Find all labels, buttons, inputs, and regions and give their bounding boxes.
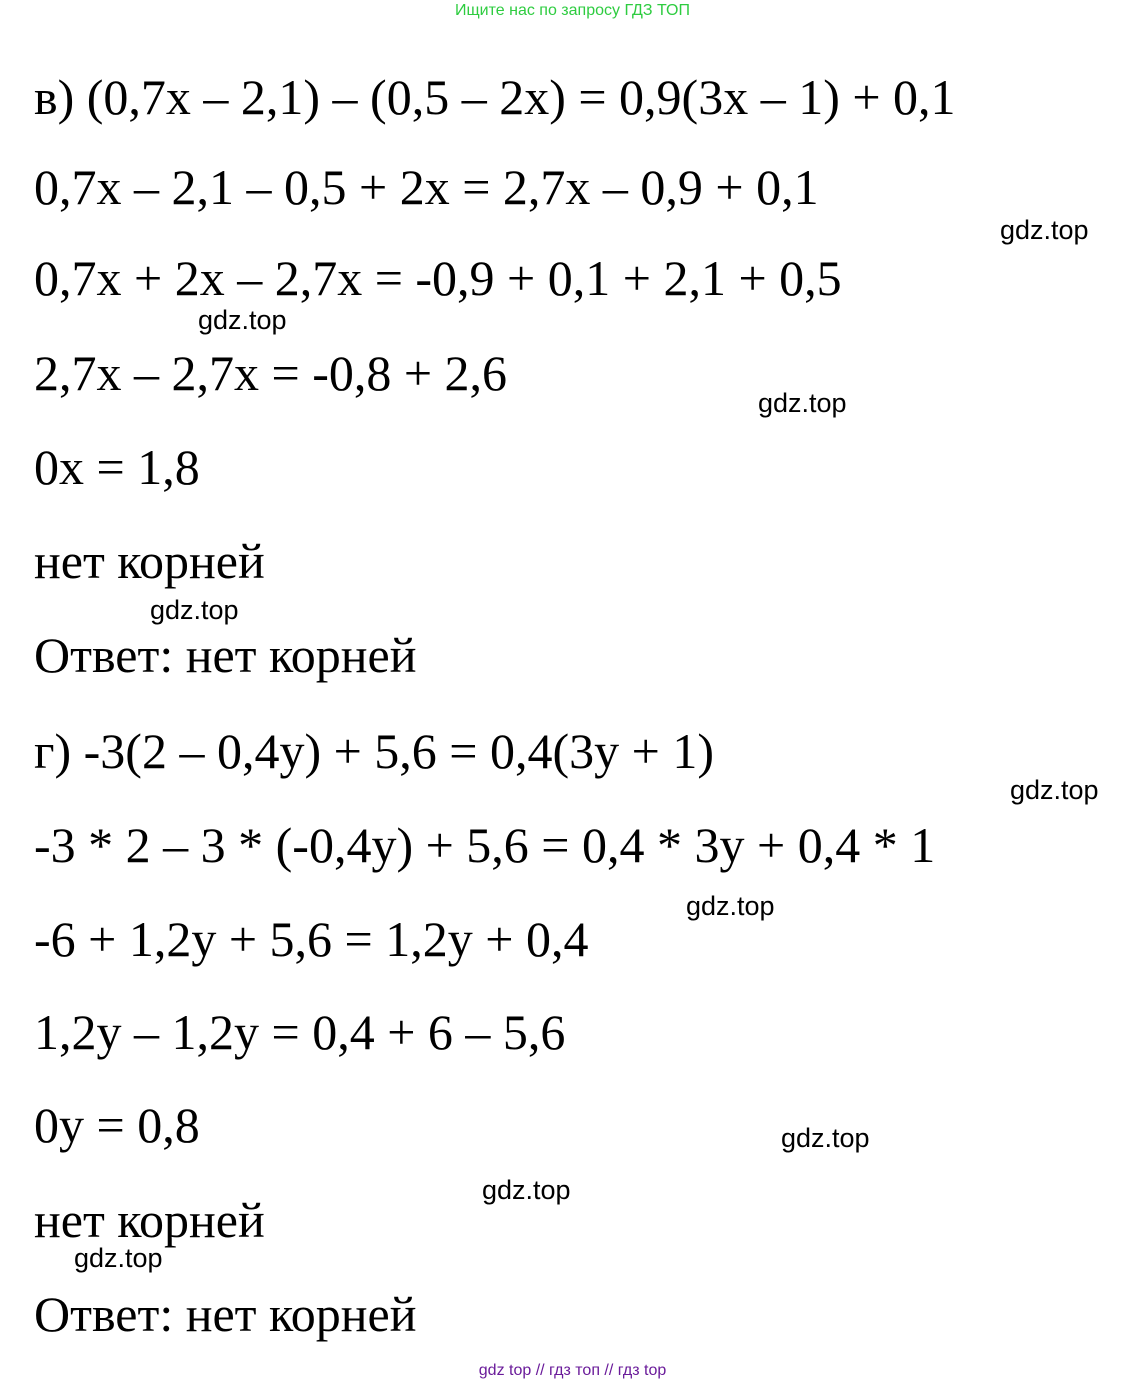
watermark: gdz.top xyxy=(758,388,847,418)
equation-g-line-5: 0y = 0,8 xyxy=(34,1097,200,1153)
equation-v-line-4: 2,7x – 2,7x = -0,8 + 2,6 xyxy=(34,345,508,401)
equation-v-line-2: 0,7x – 2,1 – 0,5 + 2x = 2,7x – 0,9 + 0,1 xyxy=(34,159,819,215)
header-banner: Ищите нас по запросу ГДЗ ТОП xyxy=(455,2,690,19)
equation-g-line-4: 1,2y – 1,2y = 0,4 + 6 – 5,6 xyxy=(34,1004,566,1060)
equation-v-line-1: в) (0,7x – 2,1) – (0,5 – 2x) = 0,9(3x – 1) + 0,1 xyxy=(34,69,956,125)
watermark: gdz.top xyxy=(150,595,239,625)
watermark: gdz.top xyxy=(198,305,287,335)
equation-g-line-2: -3 * 2 – 3 * (-0,4y) + 5,6 = 0,4 * 3y + 0,4 * 1 xyxy=(34,817,936,873)
equation-v-line-3: 0,7x + 2x – 2,7x = -0,9 + 0,1 + 2,1 + 0,5 xyxy=(34,250,842,306)
watermark: gdz.top xyxy=(1010,775,1099,805)
equation-g-line-1: г) -3(2 – 0,4y) + 5,6 = 0,4(3y + 1) xyxy=(34,723,715,779)
answer-v: Ответ: нет корней xyxy=(34,627,417,683)
watermark: gdz.top xyxy=(1000,215,1089,245)
equation-g-line-6: нет корней xyxy=(34,1192,265,1248)
watermark: gdz.top xyxy=(74,1243,163,1273)
watermark: gdz.top xyxy=(781,1123,870,1153)
equation-v-line-5: 0x = 1,8 xyxy=(34,439,200,495)
watermark: gdz.top xyxy=(686,891,775,921)
answer-g: Ответ: нет корней xyxy=(34,1286,417,1342)
equation-g-line-3: -6 + 1,2y + 5,6 = 1,2y + 0,4 xyxy=(34,911,589,967)
watermark: gdz.top xyxy=(482,1175,571,1205)
equation-v-line-6: нет корней xyxy=(34,533,265,589)
footer-banner: gdz top // гдз топ // гдз top xyxy=(478,1362,667,1379)
